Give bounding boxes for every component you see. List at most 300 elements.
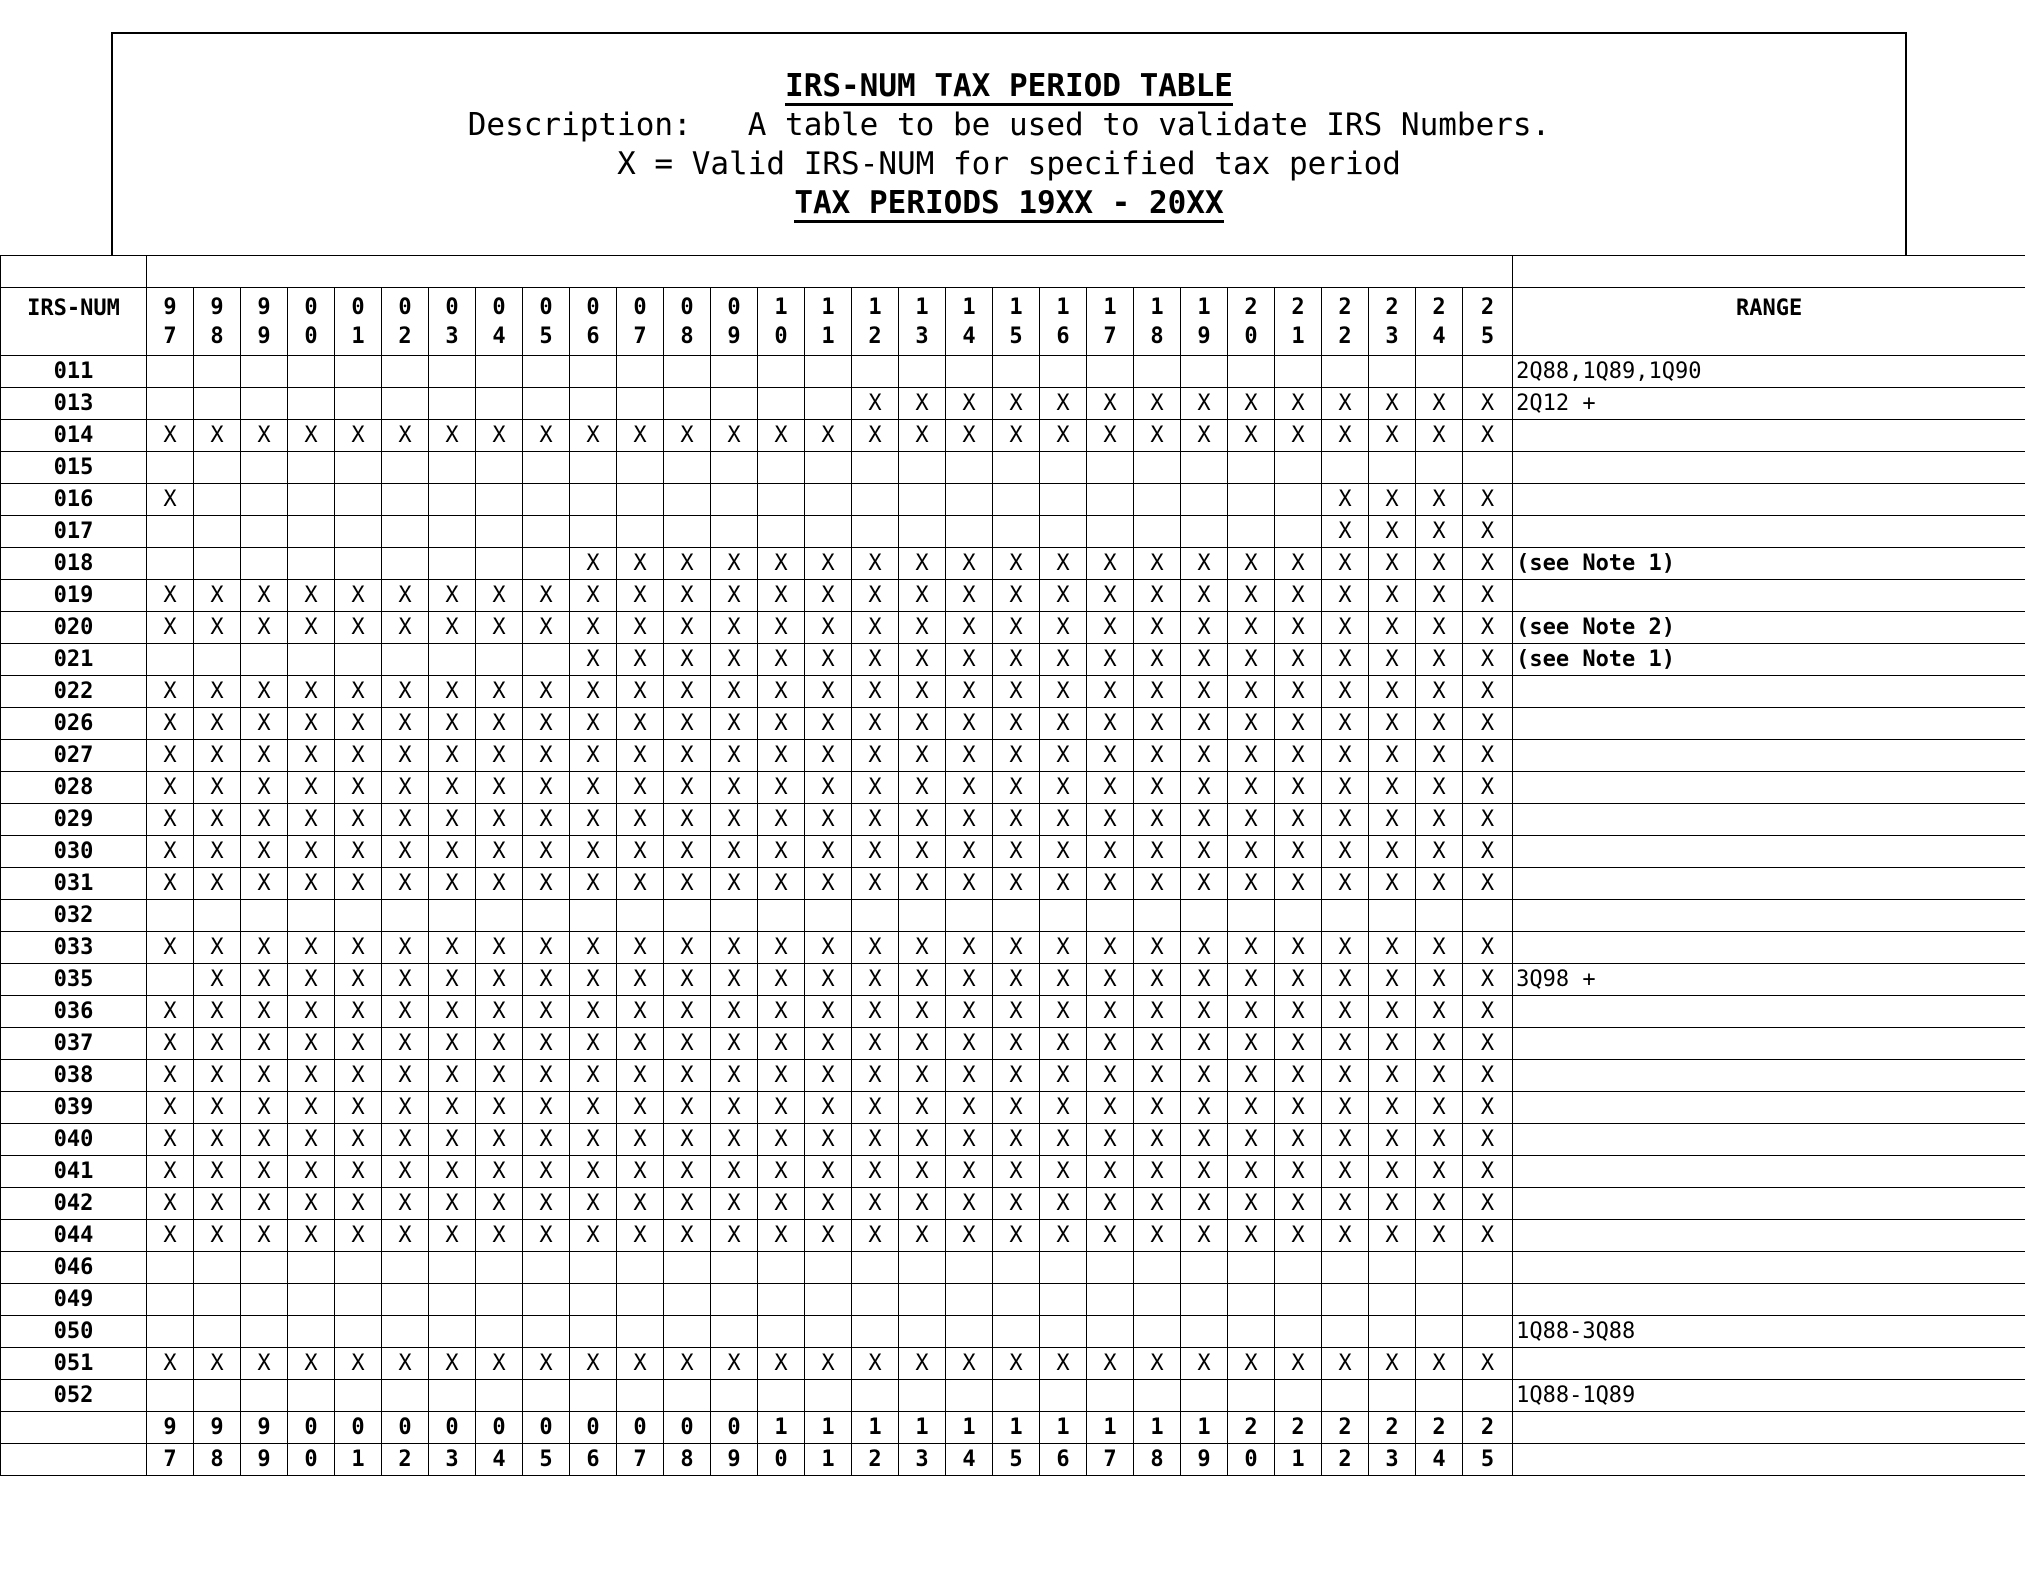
valid-mark: X	[1087, 740, 1134, 772]
valid-mark: X	[758, 1060, 805, 1092]
valid-mark: X	[335, 772, 382, 804]
period-cell	[241, 1284, 288, 1316]
valid-mark: X	[617, 964, 664, 996]
valid-mark: X	[1463, 644, 1513, 676]
valid-mark: X	[617, 932, 664, 964]
valid-mark: X	[1181, 1220, 1228, 1252]
valid-mark: X	[946, 644, 993, 676]
range-cell	[1513, 516, 2025, 548]
valid-mark: X	[946, 612, 993, 644]
valid-mark: X	[523, 1348, 570, 1380]
valid-mark: X	[993, 612, 1040, 644]
valid-mark: X	[1275, 1092, 1322, 1124]
valid-mark: X	[1369, 1060, 1416, 1092]
period-cell	[147, 516, 194, 548]
valid-mark: X	[1040, 996, 1087, 1028]
valid-mark: X	[805, 612, 852, 644]
valid-mark: X	[147, 1060, 194, 1092]
valid-mark: X	[1134, 612, 1181, 644]
footer-period-digit: 1	[335, 1444, 382, 1476]
valid-mark: X	[147, 484, 194, 516]
period-cell	[664, 1316, 711, 1348]
valid-mark: X	[1040, 772, 1087, 804]
valid-mark: X	[241, 1124, 288, 1156]
valid-mark: X	[1228, 1220, 1275, 1252]
period-cell	[1369, 452, 1416, 484]
period-cell	[147, 356, 194, 388]
valid-mark: X	[758, 708, 805, 740]
valid-mark: X	[946, 836, 993, 868]
period-cell	[429, 1284, 476, 1316]
footer-period-digit: 7	[617, 1444, 664, 1476]
valid-mark: X	[946, 420, 993, 452]
valid-mark: X	[1275, 676, 1322, 708]
valid-mark: X	[382, 612, 429, 644]
table-row	[1, 1188, 2025, 1220]
valid-mark: X	[1416, 772, 1463, 804]
valid-mark: X	[1040, 932, 1087, 964]
valid-mark: X	[1416, 804, 1463, 836]
table-row	[1, 484, 2025, 516]
valid-mark: X	[664, 676, 711, 708]
valid-mark: X	[899, 1060, 946, 1092]
valid-mark: X	[194, 1348, 241, 1380]
valid-mark: X	[711, 1028, 758, 1060]
valid-mark: X	[523, 1028, 570, 1060]
period-cell	[523, 1380, 570, 1412]
period-cell	[852, 1284, 899, 1316]
period-column-header	[758, 288, 805, 356]
valid-mark: X	[194, 1124, 241, 1156]
valid-mark: X	[711, 804, 758, 836]
period-cell	[335, 1252, 382, 1284]
valid-mark: X	[1040, 420, 1087, 452]
valid-mark: X	[1228, 548, 1275, 580]
range-cell: 3Q98 +	[1513, 964, 2025, 996]
valid-mark: X	[241, 1348, 288, 1380]
valid-mark: X	[570, 1188, 617, 1220]
valid-mark: X	[147, 836, 194, 868]
valid-mark: X	[1040, 836, 1087, 868]
period-column-header	[570, 288, 617, 356]
period-digit: 5	[1009, 323, 1023, 349]
valid-mark: X	[1322, 420, 1369, 452]
valid-mark: X	[1416, 548, 1463, 580]
range-cell: 2Q12 +	[1513, 388, 2025, 420]
valid-mark: X	[1087, 772, 1134, 804]
valid-mark: X	[523, 708, 570, 740]
footer-period-digit: 6	[570, 1444, 617, 1476]
valid-mark: X	[1275, 612, 1322, 644]
valid-mark: X	[1087, 1092, 1134, 1124]
valid-mark: X	[1228, 804, 1275, 836]
range-cell	[1513, 1220, 2025, 1252]
valid-mark: X	[429, 1156, 476, 1188]
valid-mark: X	[570, 740, 617, 772]
valid-mark: X	[288, 1028, 335, 1060]
period-cell	[382, 900, 429, 932]
period-cell	[382, 644, 429, 676]
valid-mark: X	[382, 420, 429, 452]
valid-mark: X	[993, 868, 1040, 900]
period-cell	[147, 452, 194, 484]
valid-mark: X	[805, 836, 852, 868]
valid-mark: X	[1416, 1028, 1463, 1060]
valid-mark: X	[758, 740, 805, 772]
valid-mark: X	[288, 708, 335, 740]
period-cell	[711, 516, 758, 548]
valid-mark: X	[147, 996, 194, 1028]
valid-mark: X	[1275, 836, 1322, 868]
valid-mark: X	[899, 772, 946, 804]
valid-mark: X	[758, 996, 805, 1028]
period-column-header	[1087, 288, 1134, 356]
period-cell	[1463, 1380, 1513, 1412]
footer-period-digit: 8	[194, 1444, 241, 1476]
valid-mark: X	[1228, 740, 1275, 772]
valid-mark: X	[1416, 932, 1463, 964]
table-description: Description: A table to be used to validate IRS Numbers.	[467, 107, 1551, 143]
valid-mark: X	[1322, 388, 1369, 420]
spacer-cell	[1513, 256, 2025, 288]
valid-mark: X	[476, 1092, 523, 1124]
valid-mark: X	[1181, 1124, 1228, 1156]
valid-mark: X	[946, 996, 993, 1028]
period-digit: 5	[539, 323, 553, 349]
valid-mark: X	[382, 996, 429, 1028]
irs-num-cell: 036	[1, 996, 147, 1028]
period-cell	[241, 452, 288, 484]
valid-mark: X	[1087, 804, 1134, 836]
period-cell	[1275, 1316, 1322, 1348]
table-row	[1, 1156, 2025, 1188]
valid-mark: X	[993, 1028, 1040, 1060]
valid-mark: X	[288, 932, 335, 964]
valid-mark: X	[664, 772, 711, 804]
period-digit: 4	[492, 323, 506, 349]
period-digit: 0	[304, 294, 318, 320]
period-cell	[429, 1316, 476, 1348]
table-row	[1, 580, 2025, 612]
period-cell	[946, 452, 993, 484]
valid-mark: X	[1087, 1124, 1134, 1156]
valid-mark: X	[241, 964, 288, 996]
valid-mark: X	[1087, 420, 1134, 452]
period-cell	[476, 644, 523, 676]
valid-mark: X	[382, 1348, 429, 1380]
period-cell	[194, 1252, 241, 1284]
valid-mark: X	[147, 1156, 194, 1188]
valid-mark: X	[617, 1124, 664, 1156]
valid-mark: X	[194, 804, 241, 836]
valid-mark: X	[523, 868, 570, 900]
valid-mark: X	[1416, 1060, 1463, 1092]
valid-mark: X	[617, 996, 664, 1028]
period-column-header	[617, 288, 664, 356]
table-row	[1, 1316, 2025, 1348]
valid-mark: X	[758, 804, 805, 836]
range-cell	[1513, 900, 2025, 932]
valid-mark: X	[1181, 740, 1228, 772]
period-cell	[1369, 1316, 1416, 1348]
period-cell	[1087, 484, 1134, 516]
valid-mark: X	[993, 1124, 1040, 1156]
valid-mark: X	[617, 1028, 664, 1060]
period-cell	[194, 484, 241, 516]
table-row	[1, 356, 2025, 388]
period-cell	[523, 516, 570, 548]
valid-mark: X	[382, 676, 429, 708]
footer-period-digit: 2	[1369, 1412, 1416, 1444]
irs-num-cell: 035	[1, 964, 147, 996]
valid-mark: X	[194, 1028, 241, 1060]
valid-mark: X	[1040, 612, 1087, 644]
valid-mark: X	[852, 548, 899, 580]
period-cell	[1181, 452, 1228, 484]
valid-mark: X	[1369, 580, 1416, 612]
valid-mark: X	[617, 740, 664, 772]
valid-mark: X	[476, 868, 523, 900]
valid-mark: X	[1463, 484, 1513, 516]
valid-mark: X	[664, 644, 711, 676]
period-cell	[852, 1316, 899, 1348]
irs-num-cell: 049	[1, 1284, 147, 1316]
period-cell	[147, 388, 194, 420]
valid-mark: X	[1369, 804, 1416, 836]
valid-mark: X	[805, 420, 852, 452]
period-cell	[899, 356, 946, 388]
valid-mark: X	[899, 1124, 946, 1156]
range-cell	[1513, 452, 2025, 484]
valid-mark: X	[147, 804, 194, 836]
period-cell	[429, 388, 476, 420]
period-digit: 9	[727, 323, 741, 349]
legend-text: X = Valid IRS-NUM for specified tax period	[617, 146, 1401, 182]
valid-mark: X	[1134, 1124, 1181, 1156]
valid-mark: X	[476, 1156, 523, 1188]
period-cell	[805, 1284, 852, 1316]
valid-mark: X	[852, 964, 899, 996]
irs-num-cell: 014	[1, 420, 147, 452]
valid-mark: X	[570, 772, 617, 804]
period-column-header	[1134, 288, 1181, 356]
valid-mark: X	[758, 868, 805, 900]
valid-mark: X	[1134, 1060, 1181, 1092]
valid-mark: X	[1087, 644, 1134, 676]
valid-mark: X	[946, 1124, 993, 1156]
valid-mark: X	[1040, 548, 1087, 580]
valid-mark: X	[476, 740, 523, 772]
valid-mark: X	[288, 1220, 335, 1252]
valid-mark: X	[758, 1124, 805, 1156]
period-digit: 0	[586, 294, 600, 320]
valid-mark: X	[382, 1092, 429, 1124]
valid-mark: X	[805, 772, 852, 804]
valid-mark: X	[476, 964, 523, 996]
period-cell	[805, 900, 852, 932]
valid-mark: X	[805, 1220, 852, 1252]
valid-mark: X	[1369, 1220, 1416, 1252]
period-cell	[617, 1380, 664, 1412]
period-cell	[241, 548, 288, 580]
valid-mark: X	[805, 740, 852, 772]
valid-mark: X	[1134, 1092, 1181, 1124]
footer-period-digit: 0	[335, 1412, 382, 1444]
period-cell	[1134, 516, 1181, 548]
table-row	[1, 932, 2025, 964]
valid-mark: X	[1275, 740, 1322, 772]
range-cell	[1513, 1028, 2025, 1060]
valid-mark: X	[1087, 932, 1134, 964]
valid-mark: X	[1463, 708, 1513, 740]
footer-period-row	[1, 1412, 2025, 1444]
period-cell	[241, 388, 288, 420]
period-cell	[617, 356, 664, 388]
period-cell	[617, 484, 664, 516]
irs-num-cell: 037	[1, 1028, 147, 1060]
period-cell	[1463, 356, 1513, 388]
period-cell	[899, 900, 946, 932]
valid-mark: X	[1134, 548, 1181, 580]
valid-mark: X	[194, 1220, 241, 1252]
valid-mark: X	[288, 1060, 335, 1092]
valid-mark: X	[1181, 1348, 1228, 1380]
period-cell	[899, 1380, 946, 1412]
valid-mark: X	[1416, 708, 1463, 740]
valid-mark: X	[852, 580, 899, 612]
valid-mark: X	[194, 676, 241, 708]
valid-mark: X	[993, 1348, 1040, 1380]
valid-mark: X	[382, 1188, 429, 1220]
valid-mark: X	[382, 804, 429, 836]
valid-mark: X	[1040, 1188, 1087, 1220]
period-cell	[429, 484, 476, 516]
table-row	[1, 452, 2025, 484]
period-cell	[523, 548, 570, 580]
period-cell	[617, 1316, 664, 1348]
period-cell	[523, 1316, 570, 1348]
valid-mark: X	[1275, 644, 1322, 676]
range-cell	[1513, 1284, 2025, 1316]
valid-mark: X	[899, 868, 946, 900]
valid-mark: X	[664, 1220, 711, 1252]
period-digit: 4	[1432, 323, 1446, 349]
valid-mark: X	[1181, 868, 1228, 900]
valid-mark: X	[476, 1060, 523, 1092]
valid-mark: X	[852, 1092, 899, 1124]
valid-mark: X	[946, 1028, 993, 1060]
footer-period-digit: 0	[429, 1412, 476, 1444]
period-column-header	[1228, 288, 1275, 356]
valid-mark: X	[1322, 868, 1369, 900]
valid-mark: X	[1275, 1156, 1322, 1188]
period-cell	[1322, 452, 1369, 484]
period-cell	[946, 484, 993, 516]
valid-mark: X	[805, 644, 852, 676]
range-cell	[1513, 772, 2025, 804]
valid-mark: X	[711, 1220, 758, 1252]
period-cell	[1181, 484, 1228, 516]
period-cell	[899, 516, 946, 548]
period-cell	[1134, 1316, 1181, 1348]
period-cell	[147, 1284, 194, 1316]
valid-mark: X	[852, 932, 899, 964]
valid-mark: X	[1463, 580, 1513, 612]
valid-mark: X	[1463, 836, 1513, 868]
footer-period-digit: 9	[147, 1412, 194, 1444]
valid-mark: X	[1134, 644, 1181, 676]
period-digit: 2	[1338, 294, 1352, 320]
valid-mark: X	[1463, 420, 1513, 452]
valid-mark: X	[664, 1156, 711, 1188]
period-digit: 6	[586, 323, 600, 349]
valid-mark: X	[570, 996, 617, 1028]
valid-mark: X	[946, 1156, 993, 1188]
irs-num-cell: 026	[1, 708, 147, 740]
valid-mark: X	[664, 420, 711, 452]
valid-mark: X	[335, 836, 382, 868]
valid-mark: X	[1416, 484, 1463, 516]
valid-mark: X	[429, 612, 476, 644]
valid-mark: X	[852, 1188, 899, 1220]
valid-mark: X	[852, 676, 899, 708]
period-cell	[1275, 516, 1322, 548]
period-cell	[1134, 900, 1181, 932]
valid-mark: X	[852, 644, 899, 676]
valid-mark: X	[946, 868, 993, 900]
valid-mark: X	[288, 420, 335, 452]
valid-mark: X	[570, 644, 617, 676]
period-cell	[382, 548, 429, 580]
valid-mark: X	[1087, 868, 1134, 900]
valid-mark: X	[382, 772, 429, 804]
period-cell	[382, 516, 429, 548]
valid-mark: X	[241, 1188, 288, 1220]
period-cell	[711, 356, 758, 388]
period-cell	[899, 484, 946, 516]
valid-mark: X	[382, 580, 429, 612]
valid-mark: X	[805, 1028, 852, 1060]
irs-num-cell: 046	[1, 1252, 147, 1284]
valid-mark: X	[1416, 388, 1463, 420]
valid-mark: X	[805, 1188, 852, 1220]
valid-mark: X	[993, 740, 1040, 772]
valid-mark: X	[1463, 1188, 1513, 1220]
period-digit: 3	[915, 323, 929, 349]
range-cell: 1Q88-1Q89	[1513, 1380, 2025, 1412]
valid-mark: X	[1181, 836, 1228, 868]
valid-mark: X	[1181, 1060, 1228, 1092]
page-title: IRS-NUM TAX PERIOD TABLE	[785, 68, 1233, 104]
valid-mark: X	[617, 868, 664, 900]
period-cell	[1228, 1252, 1275, 1284]
irs-num-cell: 031	[1, 868, 147, 900]
valid-mark: X	[194, 612, 241, 644]
valid-mark: X	[1275, 580, 1322, 612]
valid-mark: X	[617, 1092, 664, 1124]
period-cell	[1228, 1316, 1275, 1348]
valid-mark: X	[946, 708, 993, 740]
valid-mark: X	[1181, 772, 1228, 804]
range-cell	[1513, 708, 2025, 740]
period-cell	[1228, 516, 1275, 548]
period-cell	[523, 388, 570, 420]
footer-period-digit: 1	[946, 1412, 993, 1444]
valid-mark: X	[1181, 1188, 1228, 1220]
table-row	[1, 1348, 2025, 1380]
table-row	[1, 676, 2025, 708]
period-cell	[147, 1380, 194, 1412]
